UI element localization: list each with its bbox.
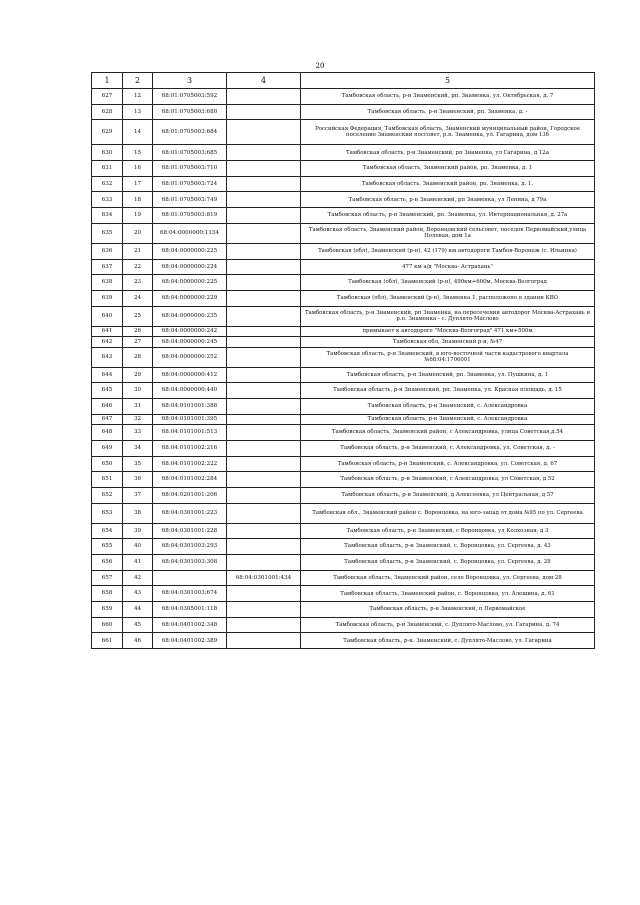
row-number: 630 xyxy=(92,145,123,161)
address-cell: Тамбовская область. Знаменский район, рп. Знаменка, д. 1. xyxy=(301,176,595,192)
address-cell: Тамбовская область, Знаменский район, Воронцовский сельсовет, поселок Первомайский,улица Полевая, дом 1а xyxy=(301,223,595,243)
table-row xyxy=(92,487,595,503)
row-number: 648 xyxy=(92,425,123,441)
address-cell: Тамбовская область, р-н Знаменский, с. Александровка, ул. Советская, д. - xyxy=(301,440,595,456)
cadastral-number-extra xyxy=(227,472,301,488)
table-row xyxy=(92,554,595,570)
address-cell: Тамбовская область, р-н Знаменский, рп. Знаменка, ул. Октябрьская, д. 7 xyxy=(301,89,595,105)
column-header-2: 2 xyxy=(123,73,153,89)
address-cell: Тамбовская область, р-н Знаменский, с. Александровка xyxy=(301,398,595,414)
table-row xyxy=(92,223,595,243)
row-number: 638 xyxy=(92,275,123,291)
cadastral-number-extra xyxy=(227,275,301,291)
table-row xyxy=(92,602,595,618)
row-number: 654 xyxy=(92,523,123,539)
cadastral-number-extra xyxy=(227,306,301,326)
table-row xyxy=(92,275,595,291)
cadastral-number-extra xyxy=(227,290,301,306)
cadastral-number-extra xyxy=(227,367,301,383)
item-number: 13 xyxy=(123,104,153,120)
cadastral-number-extra xyxy=(227,89,301,105)
table-row xyxy=(92,383,595,399)
cadastral-number: 68:04:0000000:252 xyxy=(153,347,227,367)
address-cell: Тамбовская область, р-н Знаменский, с. Воронцовка, ул. Сергеева, д. 43 xyxy=(301,539,595,555)
row-number: 656 xyxy=(92,554,123,570)
table-row xyxy=(92,192,595,208)
item-number: 21 xyxy=(123,243,153,259)
row-number: 644 xyxy=(92,367,123,383)
cadastral-number-extra xyxy=(227,104,301,120)
cadastral-number: 68:01:0705003:710 xyxy=(153,161,227,177)
table-row xyxy=(92,208,595,224)
table-body xyxy=(92,89,595,649)
table-row xyxy=(92,425,595,441)
item-number: 42 xyxy=(123,570,153,586)
address-cell: Тамбовская область, р-н Знаменский, с Александровка, ул Советская, д 52 xyxy=(301,472,595,488)
table-row xyxy=(92,570,595,586)
table-row xyxy=(92,367,595,383)
row-number: 659 xyxy=(92,602,123,618)
cadastral-number: 68:04:0301003:308 xyxy=(153,554,227,570)
table-row xyxy=(92,89,595,105)
cadastral-number: 68:04:0000000:225 xyxy=(153,243,227,259)
item-number: 45 xyxy=(123,617,153,633)
table-row xyxy=(92,306,595,326)
table-header xyxy=(92,73,595,89)
table-row xyxy=(92,176,595,192)
item-number: 22 xyxy=(123,259,153,275)
row-number: 640 xyxy=(92,306,123,326)
cadastral-number-extra xyxy=(227,398,301,414)
cadastral-number-extra xyxy=(227,120,301,145)
table-row xyxy=(92,347,595,367)
item-number: 15 xyxy=(123,145,153,161)
row-number: 651 xyxy=(92,472,123,488)
table-row xyxy=(92,586,595,602)
address-cell: Тамбовская область, р-н Знаменский, с Воронцовка, ул Колхозная, д 3 xyxy=(301,523,595,539)
column-header-1: 1 xyxy=(92,73,123,89)
cadastral-number: 68:04:0000000:245 xyxy=(153,337,227,348)
item-number: 31 xyxy=(123,398,153,414)
cadastral-number: 68:04:0401002:389 xyxy=(153,633,227,649)
table-row xyxy=(92,161,595,177)
item-number: 26 xyxy=(123,326,153,337)
cadastral-number: 68:04:0101002:284 xyxy=(153,472,227,488)
cadastral-number-extra xyxy=(227,425,301,441)
address-cell: Тамбовская область, р-н Знаменский, рп. Знаменка, д. - xyxy=(301,104,595,120)
item-number: 25 xyxy=(123,306,153,326)
cadastral-number: 68:04:0101002:222 xyxy=(153,456,227,472)
cadastral-number-extra xyxy=(227,487,301,503)
cadastral-number: 68:04:0101001:513 xyxy=(153,425,227,441)
address-cell: Тамбовская область, р-н Знаменский, рп Знаменка, ул Гагарина, д 12а xyxy=(301,145,595,161)
item-number: 44 xyxy=(123,602,153,618)
page-number: 20 xyxy=(315,62,325,70)
row-number: 645 xyxy=(92,383,123,399)
item-number: 27 xyxy=(123,337,153,348)
item-number: 14 xyxy=(123,120,153,145)
row-number: 647 xyxy=(92,414,123,425)
row-number: 632 xyxy=(92,176,123,192)
cadastral-number-extra xyxy=(227,383,301,399)
address-cell: Тамбовская (обл), Знаменский (р-н), 490км+600м, Москва-Волгоград xyxy=(301,275,595,291)
row-number: 639 xyxy=(92,290,123,306)
address-cell: Тамбовская область, р-н Знаменский, рп. Знаменка, ул. Пушкина, д. 1 xyxy=(301,367,595,383)
cadastral-number-extra xyxy=(227,602,301,618)
cadastral-number-extra xyxy=(227,223,301,243)
row-number: 633 xyxy=(92,192,123,208)
cadastral-number: 68:04:0000000:440 xyxy=(153,383,227,399)
table-row xyxy=(92,120,595,145)
table-row xyxy=(92,326,595,337)
cadastral-number: 68:04:0301003:674 xyxy=(153,586,227,602)
row-number: 658 xyxy=(92,586,123,602)
cadastral-number: 68:04:0101002:216 xyxy=(153,440,227,456)
cadastral-number-extra xyxy=(227,456,301,472)
table-row xyxy=(92,337,595,348)
table-row xyxy=(92,456,595,472)
address-cell: Тамбовская (обл), Знаменский (р-н), Знаменка 1, расположено в здании КВО xyxy=(301,290,595,306)
item-number: 24 xyxy=(123,290,153,306)
cadastral-number-extra xyxy=(227,161,301,177)
column-header-5: 5 xyxy=(301,73,595,89)
item-number: 30 xyxy=(123,383,153,399)
address-cell: Тамбовская область, р-н Знаменский, д Алексеевка, ул Центральная, д 57 xyxy=(301,487,595,503)
item-number: 17 xyxy=(123,176,153,192)
item-number: 37 xyxy=(123,487,153,503)
cadastral-number: 68:04:0000000:229 xyxy=(153,290,227,306)
row-number: 661 xyxy=(92,633,123,649)
item-number: 40 xyxy=(123,539,153,555)
cadastral-number-extra xyxy=(227,440,301,456)
cadastral-number: 68:01:0705003:819 xyxy=(153,208,227,224)
cadastral-number: 68:04:0301001:228 xyxy=(153,523,227,539)
address-cell: Тамбовская область, р-н Знаменский, рп. Знаменка, ул. Красная площадь, д. 15 xyxy=(301,383,595,399)
table-row xyxy=(92,472,595,488)
row-number: 628 xyxy=(92,104,123,120)
item-number: 43 xyxy=(123,586,153,602)
item-number: 32 xyxy=(123,414,153,425)
register-table xyxy=(91,72,595,649)
cadastral-number: 68:04:0101001:388 xyxy=(153,398,227,414)
table-row xyxy=(92,539,595,555)
address-cell: Тамбовская область, р-н Знаменский, рп. Знаменка, ул. Интернациональная, д. 27а xyxy=(301,208,595,224)
cadastral-number: 68:01:0705003:749 xyxy=(153,192,227,208)
address-cell: Тамбовская область, р-н Знаменский, в юго-восточной части кадастрового квартала №68:04:1706001 xyxy=(301,347,595,367)
cadastral-number-extra xyxy=(227,208,301,224)
item-number: 33 xyxy=(123,425,153,441)
cadastral-number-extra xyxy=(227,554,301,570)
cadastral-number-extra xyxy=(227,414,301,425)
cadastral-number-extra xyxy=(227,633,301,649)
cadastral-number: 68:04:0101001:395 xyxy=(153,414,227,425)
cadastral-number-extra xyxy=(227,337,301,348)
row-number: 643 xyxy=(92,347,123,367)
address-cell: Тамбовская область, р-н Знаменский, рп Знаменка, ул Ленина, д 79а xyxy=(301,192,595,208)
table-row xyxy=(92,633,595,649)
address-cell: Тамбовская область, р-н. Знаменский, с. Дуплято-Маслово, ул. Гагарина xyxy=(301,633,595,649)
row-number: 629 xyxy=(92,120,123,145)
row-number: 650 xyxy=(92,456,123,472)
row-number: 653 xyxy=(92,503,123,523)
table-row xyxy=(92,290,595,306)
cadastral-number-extra xyxy=(227,539,301,555)
cadastral-number: 68:01:0705003:592 xyxy=(153,89,227,105)
column-header-3: 3 xyxy=(153,73,227,89)
item-number: 46 xyxy=(123,633,153,649)
address-cell: Тамбовская область, Знаменский район, с. Воронцовка, ул. Алешина, д. 61 xyxy=(301,586,595,602)
row-number: 655 xyxy=(92,539,123,555)
address-cell: Тамбовская область, р-н Знаменский, рп Знаменка, на пересечении автодорог Москва-Астрахань и р.п. Знаменка - с. Дуплято-Маслово xyxy=(301,306,595,326)
cadastral-number-extra xyxy=(227,243,301,259)
item-number: 19 xyxy=(123,208,153,224)
address-cell: Тамбовская область, р-н Знаменский, с. Александровка, ул. Советская, д. 67 xyxy=(301,456,595,472)
address-cell: Тамбовская обл, Знаменский р-н, №47 xyxy=(301,337,595,348)
cadastral-number-extra xyxy=(227,617,301,633)
item-number: 20 xyxy=(123,223,153,243)
item-number: 36 xyxy=(123,472,153,488)
table-row xyxy=(92,104,595,120)
cadastral-number-extra xyxy=(227,523,301,539)
cadastral-number: 68:01:0705003:684 xyxy=(153,120,227,145)
address-cell: примыкает к автодороге "Москва-Волгоград" 471 км+500м xyxy=(301,326,595,337)
address-cell: Тамбовская область, Знаменский район, рп. Знаменка, д. 1 xyxy=(301,161,595,177)
cadastral-number-extra xyxy=(227,326,301,337)
cadastral-number: 68:01:0705003:685 xyxy=(153,145,227,161)
item-number: 35 xyxy=(123,456,153,472)
table-row xyxy=(92,617,595,633)
table-row xyxy=(92,259,595,275)
table-row xyxy=(92,440,595,456)
row-number: 642 xyxy=(92,337,123,348)
cadastral-number: 68:04:0301001:223 xyxy=(153,503,227,523)
cadastral-number: 68:04:0201001:206 xyxy=(153,487,227,503)
cadastral-number: 68:01:0705003:680 xyxy=(153,104,227,120)
table-row xyxy=(92,503,595,523)
cadastral-number: 68:04:0000000:225 xyxy=(153,275,227,291)
cadastral-number: 68:04:0000000:1134 xyxy=(153,223,227,243)
cadastral-number: 68:04:0000000:235 xyxy=(153,306,227,326)
row-number: 649 xyxy=(92,440,123,456)
cadastral-number: 68:01:0705003:724 xyxy=(153,176,227,192)
item-number: 12 xyxy=(123,89,153,105)
row-number: 627 xyxy=(92,89,123,105)
cadastral-number xyxy=(153,570,227,586)
row-number: 657 xyxy=(92,570,123,586)
cadastral-number-extra xyxy=(227,347,301,367)
address-cell: Тамбовская область, р-н Знаменский, п Первомайское xyxy=(301,602,595,618)
item-number: 23 xyxy=(123,275,153,291)
cadastral-number-extra xyxy=(227,192,301,208)
cadastral-number: 68:04:0000000:224 xyxy=(153,259,227,275)
address-cell: Тамбовская (обл), Знаменский (р-н), 42 (179) км автодороги Тамбов-Воронеж (с. Ильинка) xyxy=(301,243,595,259)
address-cell: Тамбовская область, р-н Знаменский, с. Александровка xyxy=(301,414,595,425)
cadastral-number-extra xyxy=(227,586,301,602)
cadastral-number-extra xyxy=(227,503,301,523)
item-number: 38 xyxy=(123,503,153,523)
cadastral-number-extra xyxy=(227,259,301,275)
row-number: 652 xyxy=(92,487,123,503)
table-row xyxy=(92,414,595,425)
item-number: 39 xyxy=(123,523,153,539)
row-number: 637 xyxy=(92,259,123,275)
cadastral-number: 68:04:0000000:412 xyxy=(153,367,227,383)
cadastral-number: 68:04:0401002:348 xyxy=(153,617,227,633)
address-cell: 477 км а/д "Москва- Астрахань" xyxy=(301,259,595,275)
item-number: 28 xyxy=(123,347,153,367)
row-number: 631 xyxy=(92,161,123,177)
item-number: 34 xyxy=(123,440,153,456)
row-number: 660 xyxy=(92,617,123,633)
table-row xyxy=(92,398,595,414)
address-cell: Тамбовская обл., Знаменский район с. Воронцовка, на юго-запад от дома №95 по ул. Сергеева xyxy=(301,503,595,523)
row-number: 636 xyxy=(92,243,123,259)
cadastral-number: 68:04:0301003:293 xyxy=(153,539,227,555)
item-number: 29 xyxy=(123,367,153,383)
row-number: 646 xyxy=(92,398,123,414)
address-cell: Тамбовская область, Знаменский район, село Воронцовка, ул. Сергеева, дом 28 xyxy=(301,570,595,586)
row-number: 635 xyxy=(92,223,123,243)
item-number: 16 xyxy=(123,161,153,177)
cadastral-number-extra: 68:04:0301001:434 xyxy=(227,570,301,586)
cadastral-number: 68:04:0305001:118 xyxy=(153,602,227,618)
cadastral-number-extra xyxy=(227,145,301,161)
table-row xyxy=(92,145,595,161)
address-cell: Тамбовская область, Знаменский район, с Александровка, улица Советская,д.54 xyxy=(301,425,595,441)
row-number: 641 xyxy=(92,326,123,337)
table-row xyxy=(92,523,595,539)
column-header-4: 4 xyxy=(227,73,301,89)
cadastral-number-extra xyxy=(227,176,301,192)
address-cell: Российская Федерация, Тамбовская область, Знаменский муниципальный район, Городское поселение Знаменский поссовет, р.п. Знаменка, ул. Гагарина, дом 13б xyxy=(301,120,595,145)
address-cell: Тамбовская область, р-н Знаменский, с. Воронцовка, ул. Сергеева, д. 28 xyxy=(301,554,595,570)
row-number: 634 xyxy=(92,208,123,224)
address-cell: Тамбовская область, р-н Знаменский, с. Дуплято-Маслово, ул. Гагарина, д. 74 xyxy=(301,617,595,633)
table-row xyxy=(92,243,595,259)
cadastral-number: 68:04:0000000:242 xyxy=(153,326,227,337)
item-number: 18 xyxy=(123,192,153,208)
item-number: 41 xyxy=(123,554,153,570)
